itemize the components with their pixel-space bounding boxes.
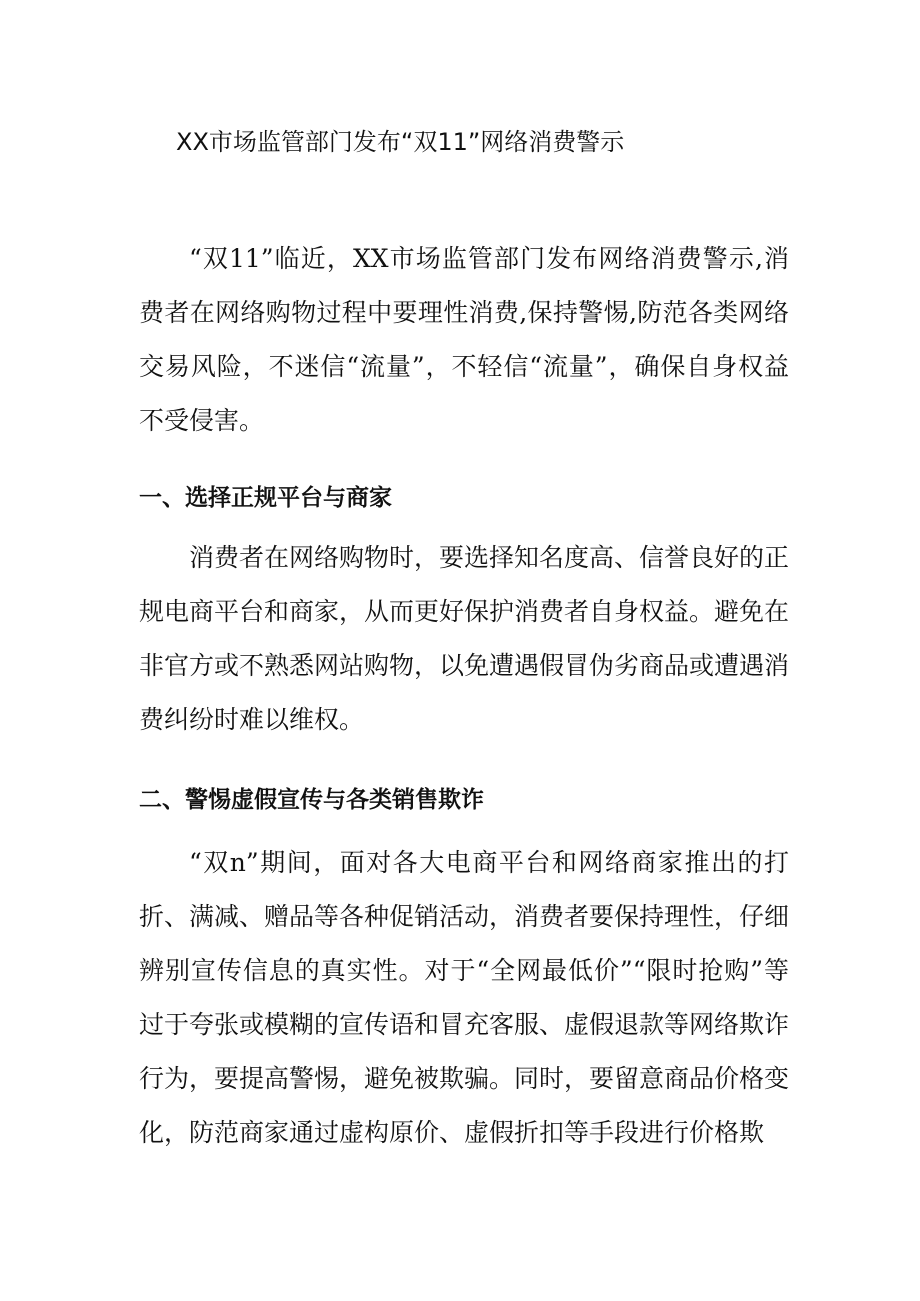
intro-paragraph: “双11”临近，XX市场监管部门发布网络消费警示,消费者在网络购物过程中要理性消费,保持警惕,防范各类网络交易风险，不迷信“流量”，不轻信“流量”，确保自身权益不受侵害。 [139, 244, 789, 435]
document-title: XX市场监管部门发布“双11”网络消费警示 [176, 128, 625, 156]
section-body-2: “双n”期间，面对各大电商平台和网络商家推出的打折、满减、赠品等各种促销活动，消费者要保持理性，仔细辨别宣传信息的真实性。对于“全网最低价”“限时抢购”等过于夸张或模糊的宣传语和冒充客服、虚假退款等网络欺诈行为，要提高警惕，避免被欺骗。同时，要留意商品价格变化，防范商家通过虚构原价、虚假折扣等手段进行价格欺 [139, 848, 789, 1147]
section-heading-2: 二、警惕虚假宣传与各类销售欺诈 [139, 787, 484, 813]
section-body-1: 消费者在网络购物时，要选择知名度高、信誉良好的正规电商平台和商家，从而更好保护消费者自身权益。避免在非官方或不熟悉网站购物，以免遭遇假冒伪劣商品或遭遇消费纠纷时难以维权。 [139, 543, 790, 734]
section-heading-1: 一、选择正规平台与商家 [139, 485, 392, 511]
